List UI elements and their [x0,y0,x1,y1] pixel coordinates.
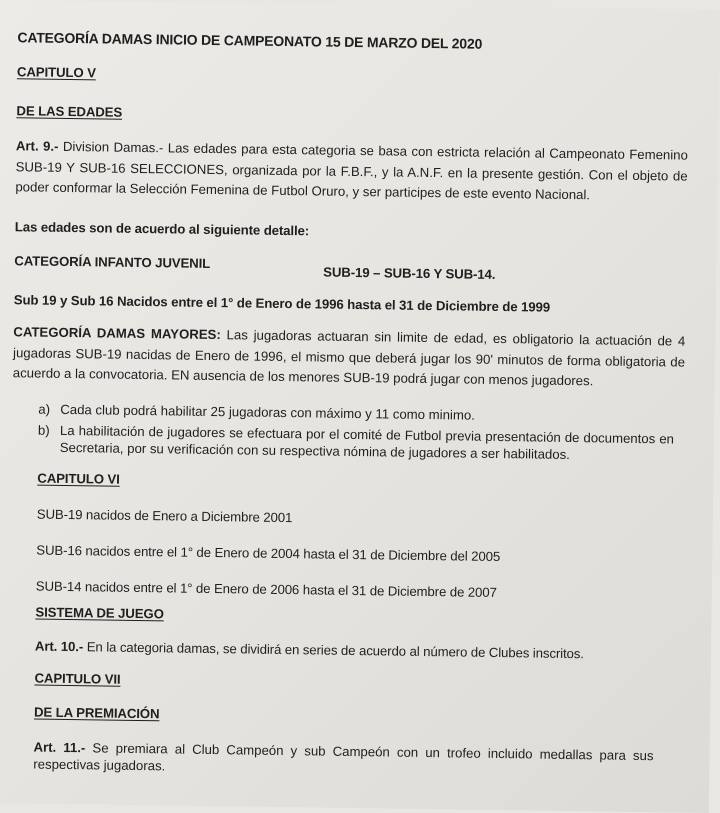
edades-intro: Las edades son de acuerdo al siguiente detalle: [14,219,310,239]
art-10-paragraph [35,639,584,663]
edades-heading: DE LAS EDADES [16,103,123,120]
art-11-text: Se premiara al Club Campeón y sub Campeón con un trofeo incluido medallas para sus respectivas jugadoras. [33,740,654,774]
capitulo-vii-heading: CAPITULO VII [34,670,121,687]
sub19-range: SUB-19 nacidos de Enero a Diciembre 2001 [36,506,293,526]
list-item-label: a) [38,401,51,417]
premiacion-heading: DE LA PREMIACIÓN [33,704,160,722]
list-item-text: Cada club podrá habilitar 25 jugadoras con máximo y 11 como minimo. [60,401,475,423]
damas-mayores-label: CATEGORÍA DAMAS MAYORES: [13,324,221,343]
sub19-sub16-range: Sub 19 y Sub 16 Nacidos entre el 1° de Enero de 1996 hasta el 31 de Diciembre de 1999 [13,292,551,315]
art-9-paragraph [15,136,688,207]
habilitacion-list [38,401,675,468]
capitulo-vi-heading: CAPITULO VI [37,470,120,487]
art-10-label: Art. 10.- [34,638,84,655]
sub14-range: SUB-14 nacidos entre el 1° de Enero de 2006 hasta el 31 de Diciembre de 2007 [35,578,497,600]
art-9-label: Art. 9.- [15,138,59,154]
list-item-text: La habilitación de jugadores se efectuara por el comité de Futbol previa presentación de documentos en Secretaria, por su verificación con su respectiva nómina de jugadores a ser habilitados. [59,422,675,463]
document-title: CATEGORÍA DAMAS INICIO DE CAMPEONATO 15 DE MARZO DEL 2020 [17,29,483,52]
sub16-range: SUB-16 nacidos entre el 1° de Enero de 2004 hasta el 31 de Diciembre del 2005 [36,542,501,565]
list-item-label: b) [37,422,50,438]
art-11-label: Art. 11.- [33,739,86,756]
damas-mayores-text: Las jugadoras actuaran sin limite de edad, es obligatorio la actuación de 4 jugadoras SUB-19 nacidas de Enero de 1996, el mismo que deberá jugar los 90' minutos de forma obligatoria de acuerdo a la convocatoria. EN ausencia de los menores SUB-19 podrá jugar con menos jugadores. [12,327,686,389]
capitulo-v-heading: CAPITULO V [16,64,96,81]
art-10-text: En la categoria damas, se dividirá en series de acuerdo al número de Clubes inscritos. [86,639,585,662]
list-item [38,421,674,465]
infanto-juvenil-label: CATEGORÍA INFANTO JUVENIL [14,253,211,271]
art-11-paragraph [33,739,653,782]
sistema-de-juego-heading: SISTEMA DE JUEGO [35,604,164,622]
art-9-text: Division Damas.- Las edades para esta categoria se basa con estricta relación al Campeonato Femenino SUB-19 Y SUB-16 SELECCIONES, organizada por la F.B.F., y la A.N.F. en la presente gestión. Con el objeto de poder conformar la Selección Femenina de Futbol Oruro, y ser participes de este evento Nacional. [15,138,689,203]
damas-mayores-paragraph [13,322,686,393]
infanto-juvenil-subs: SUB-19 – SUB-16 Y SUB-14. [323,264,496,282]
